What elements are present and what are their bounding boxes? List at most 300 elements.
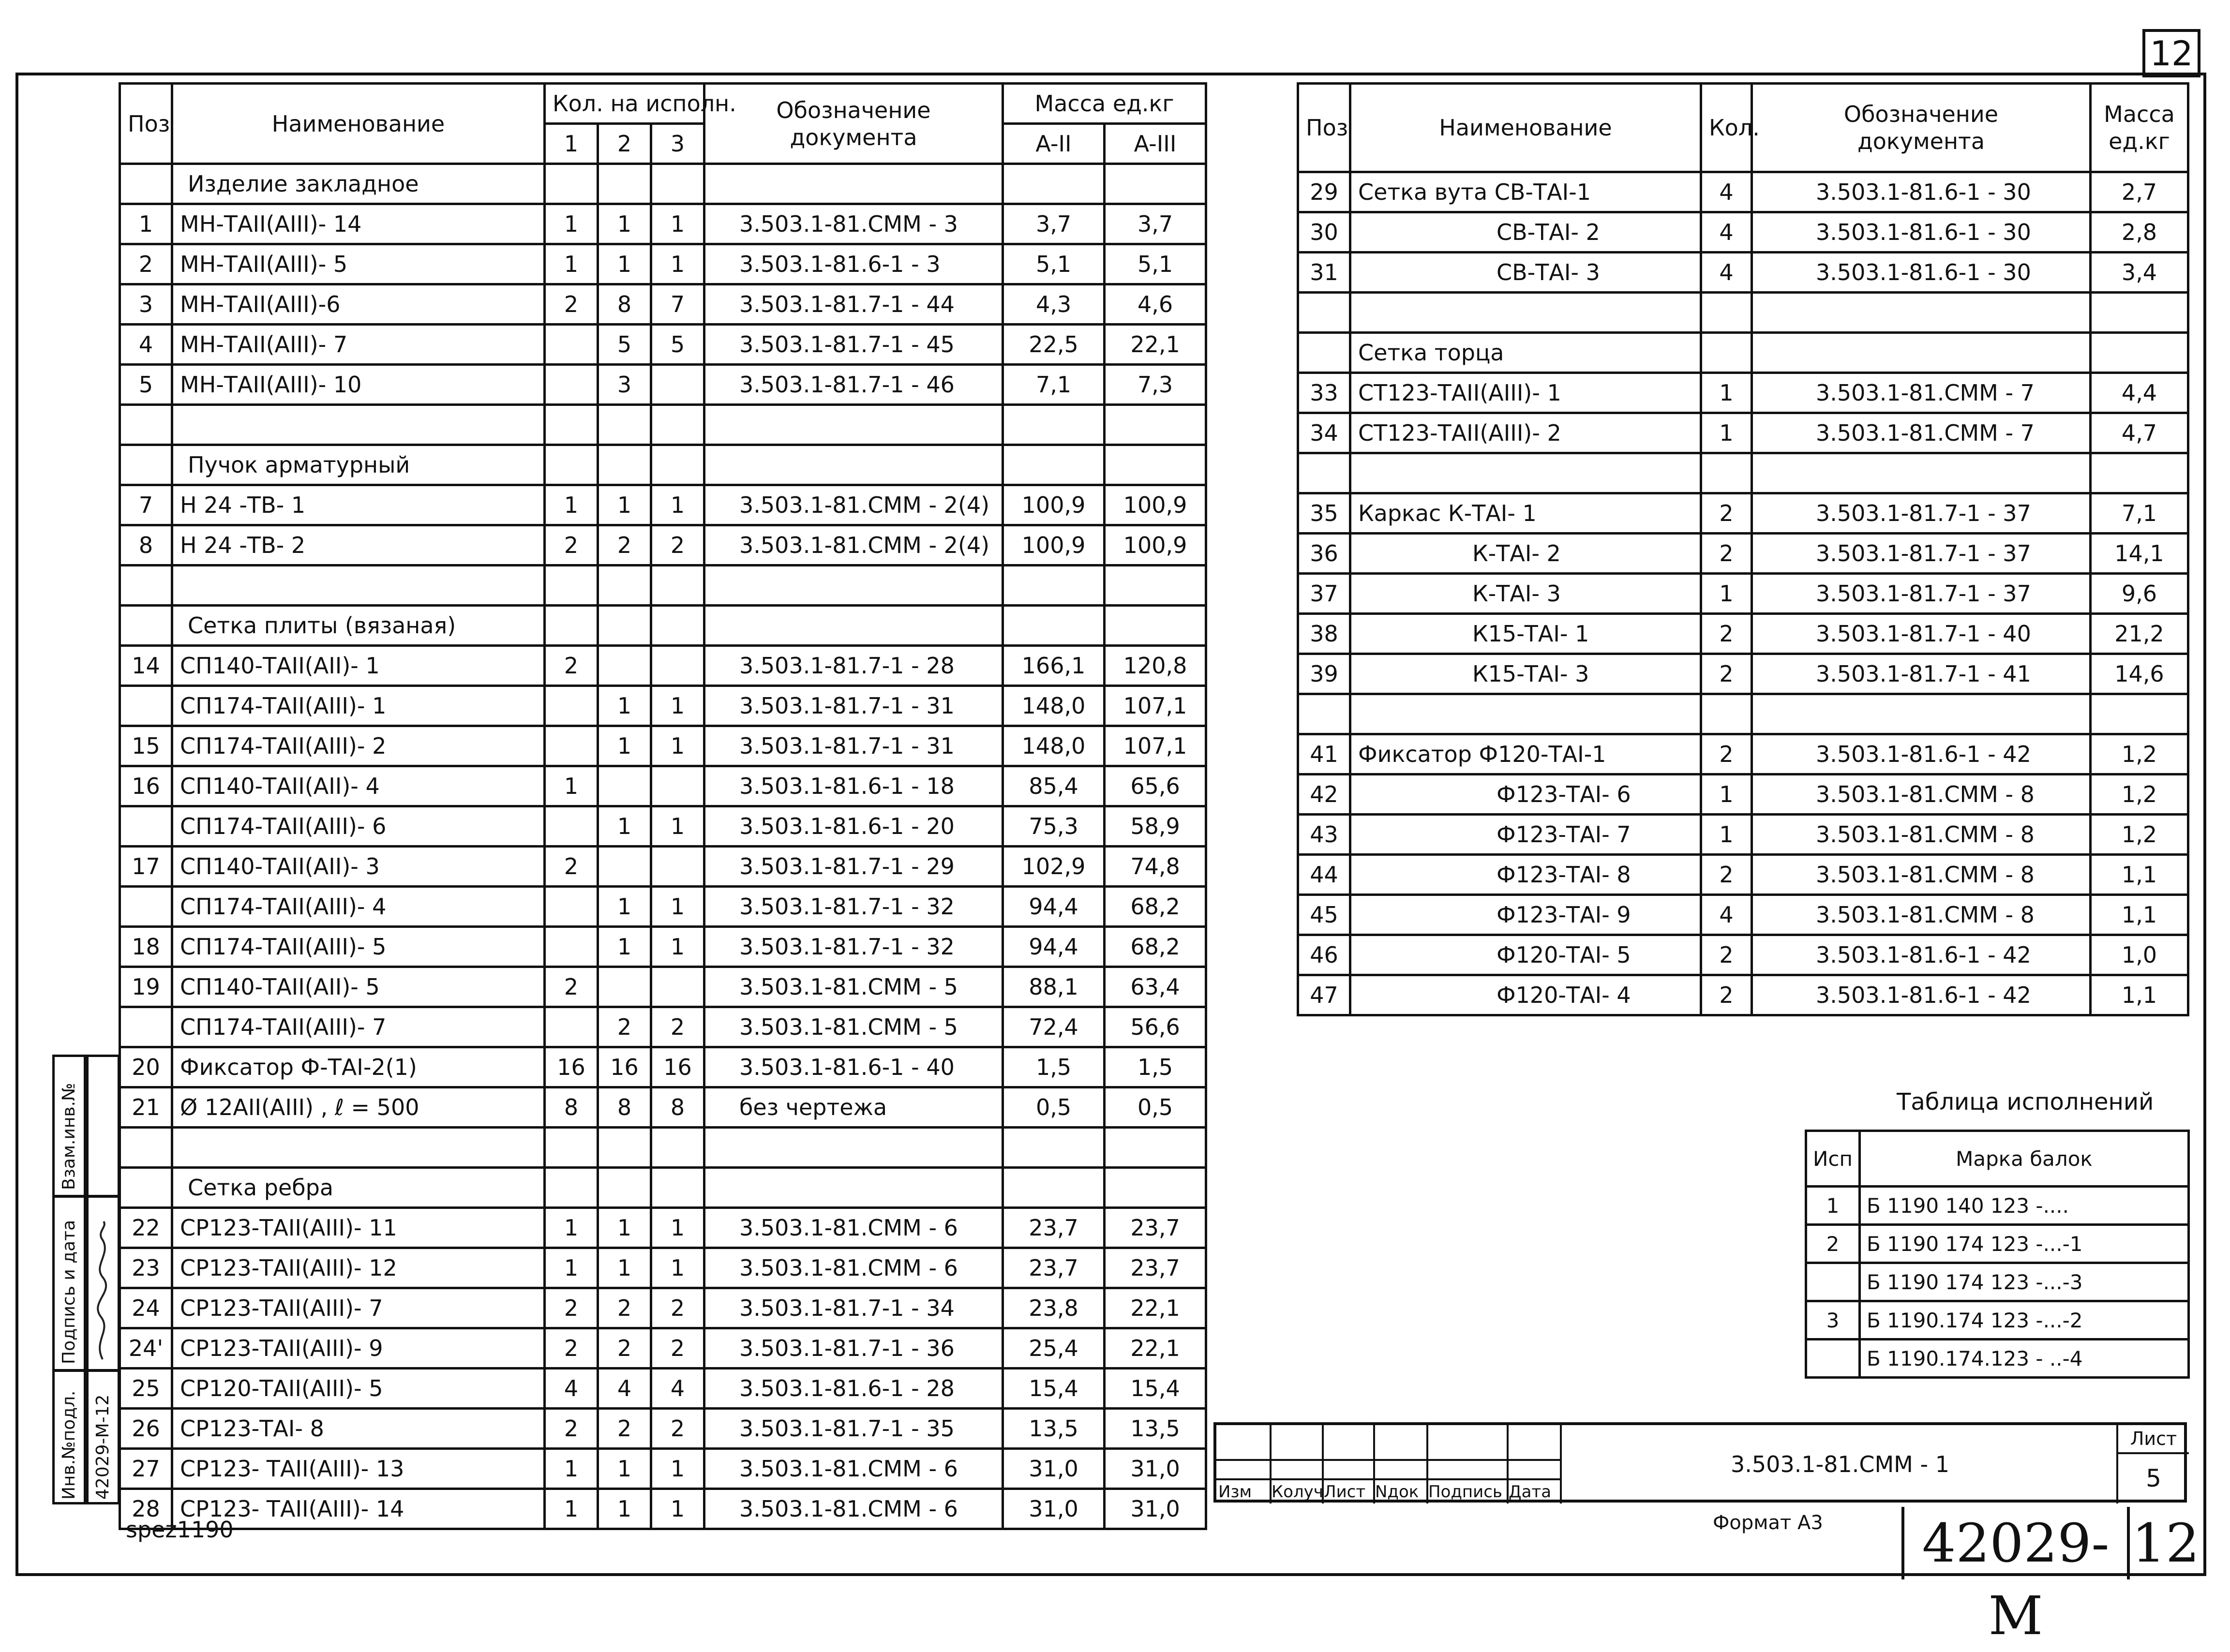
cell-a2: 102,9	[1003, 847, 1105, 887]
cell-q3	[651, 847, 704, 887]
cell-qty: 2	[1701, 614, 1752, 654]
cell-a2: 148,0	[1003, 686, 1105, 726]
table-row	[120, 1328, 1206, 1369]
cell-q3: 1	[651, 1489, 704, 1529]
cell-a2	[1003, 1128, 1105, 1168]
cell-doc: 3.503.1-81.6-1 - 28	[704, 1369, 1003, 1409]
cell-a3	[1105, 1128, 1206, 1168]
cell-a2	[1003, 445, 1105, 485]
table-row	[1298, 774, 2188, 815]
cell-q2: 1	[598, 686, 651, 726]
signature-scribble	[88, 1219, 118, 1364]
cell-qty: 1	[1701, 815, 1752, 855]
cell-mass	[2091, 293, 2188, 333]
table-row	[120, 1128, 1206, 1168]
cell-a3: 3,7	[1105, 204, 1206, 244]
cell-q3	[651, 967, 704, 1007]
exec-row	[1806, 1225, 2189, 1263]
table-row	[120, 485, 1206, 525]
cell-a2: 22,5	[1003, 325, 1105, 365]
cell-q1	[545, 1128, 598, 1168]
cell-q1	[545, 887, 598, 927]
cell-mass: 1,0	[2091, 935, 2188, 975]
cell-pos: 29	[1298, 172, 1350, 212]
table-row	[120, 1047, 1206, 1087]
cell-doc	[704, 1128, 1003, 1168]
table-row	[1298, 654, 2188, 694]
cell-mass: 1,1	[2091, 975, 2188, 1015]
cell-pos	[1298, 694, 1350, 734]
cell-doc: 3.503.1-81.7-1 - 29	[704, 847, 1003, 887]
cell-q1: 16	[545, 1047, 598, 1087]
cell-pos: 15	[120, 726, 172, 766]
cell-a3: 1,5	[1105, 1047, 1206, 1087]
cell-pos	[120, 686, 172, 726]
table-row	[120, 806, 1206, 847]
cell-doc: 3.503.1-81.СММ - 7	[1752, 413, 2091, 453]
cell-a2: 94,4	[1003, 927, 1105, 967]
cell-a3: 65,6	[1105, 766, 1206, 806]
cell-q1: 1	[545, 766, 598, 806]
cell-doc	[704, 1168, 1003, 1208]
exec-cell-isp: 1	[1806, 1187, 1860, 1225]
exec-cell-brand: Б 1190 140 123 -....	[1859, 1187, 2188, 1225]
cell-q1	[545, 325, 598, 365]
cell-doc: 3.503.1-81.СММ - 6	[704, 1208, 1003, 1248]
cell-name: Каркас К-ТАI- 1	[1350, 493, 1701, 534]
cell-a3: 23,7	[1105, 1248, 1206, 1288]
cell-pos: 35	[1298, 493, 1350, 534]
stamp-label: Лист	[1324, 1482, 1366, 1502]
cell-doc: 3.503.1-81.СММ - 5	[704, 967, 1003, 1007]
stamp-divider	[1216, 1459, 1560, 1461]
cell-q3: 1	[651, 887, 704, 927]
cell-pos	[120, 445, 172, 485]
cell-doc: 3.503.1-81.6-1 - 30	[1752, 172, 2091, 212]
cell-a2: 25,4	[1003, 1328, 1105, 1369]
cell-q2: 2	[598, 1007, 651, 1047]
table-row	[1298, 253, 2188, 293]
cell-q3: 1	[651, 204, 704, 244]
cell-a2: 1,5	[1003, 1047, 1105, 1087]
cell-q2: 1	[598, 1208, 651, 1248]
table-row	[1298, 333, 2188, 373]
cell-pos: 46	[1298, 935, 1350, 975]
cell-name: Ф123-ТАI- 8	[1350, 855, 1701, 895]
cell-q2: 8	[598, 1087, 651, 1128]
cell-name: СП140-ТАII(AII)- 1	[172, 646, 545, 686]
cell-name	[1350, 694, 1701, 734]
cell-pos: 24	[120, 1288, 172, 1328]
cell-doc: 3.503.1-81.7-1 - 35	[704, 1409, 1003, 1449]
cell-q3: 1	[651, 244, 704, 284]
table-row	[120, 1449, 1206, 1489]
cell-q1	[545, 1007, 598, 1047]
side-sign-date-label: Подпись и дата	[59, 1220, 79, 1364]
cell-doc: 3.503.1-81.СММ - 8	[1752, 815, 2091, 855]
cell-a3: 22,1	[1105, 325, 1206, 365]
cell-mass: 4,7	[2091, 413, 2188, 453]
cell-name: Пучок арматурный	[172, 445, 545, 485]
table-row	[1298, 694, 2188, 734]
cell-mass: 1,2	[2091, 734, 2188, 774]
cell-pos: 44	[1298, 855, 1350, 895]
cell-q1	[545, 1168, 598, 1208]
cell-a2: 88,1	[1003, 967, 1105, 1007]
table-row	[120, 365, 1206, 405]
table-row	[120, 1369, 1206, 1409]
cell-name: Ф120-ТАI- 4	[1350, 975, 1701, 1015]
cell-name: СП174-ТАII(AIII)- 5	[172, 927, 545, 967]
left-spec-table	[119, 82, 1207, 1530]
cell-qty: 2	[1701, 855, 1752, 895]
cell-mass: 1,1	[2091, 855, 2188, 895]
cell-a3: 23,7	[1105, 1208, 1206, 1248]
stamp-label: Подпись	[1428, 1482, 1502, 1502]
cell-name: СП174-ТАII(AIII)- 7	[172, 1007, 545, 1047]
table-row	[120, 1168, 1206, 1208]
stamp-divider	[1216, 1478, 1560, 1480]
cell-a2: 0,5	[1003, 1087, 1105, 1128]
cell-pos: 31	[1298, 253, 1350, 293]
exec-cell-isp: 3	[1806, 1301, 1860, 1339]
cell-a2: 5,1	[1003, 244, 1105, 284]
cell-pos: 45	[1298, 895, 1350, 935]
cell-q1: 2	[545, 1288, 598, 1328]
cell-qty	[1701, 333, 1752, 373]
cell-a3: 22,1	[1105, 1328, 1206, 1369]
cell-name: СП140-ТАII(AII)- 5	[172, 967, 545, 1007]
cell-mass: 3,4	[2091, 253, 2188, 293]
cell-name: Н 24 -ТВ- 2	[172, 525, 545, 566]
cell-a3: 7,3	[1105, 365, 1206, 405]
table-row	[1298, 734, 2188, 774]
cell-name: СР123-ТАII(AIII)- 12	[172, 1248, 545, 1288]
stamp-col	[1322, 1425, 1375, 1503]
cell-a2	[1003, 164, 1105, 204]
cell-doc: 3.503.1-81.6-1 - 30	[1752, 253, 2091, 293]
cell-a3: 5,1	[1105, 244, 1206, 284]
exec-table-title: Таблица исполнений	[1897, 1088, 2154, 1116]
cell-q2	[598, 646, 651, 686]
stamp-col	[1507, 1425, 1562, 1503]
cell-pos: 18	[120, 927, 172, 967]
table-row	[1298, 453, 2188, 493]
cell-mass: 14,1	[2091, 534, 2188, 574]
cell-name: СВ-ТАI- 3	[1350, 253, 1701, 293]
cell-qty: 2	[1701, 493, 1752, 534]
cell-q1: 2	[545, 1409, 598, 1449]
table-row	[120, 204, 1206, 244]
cell-q2: 2	[598, 1409, 651, 1449]
cell-pos: 39	[1298, 654, 1350, 694]
cell-q2	[598, 164, 651, 204]
table-row	[120, 927, 1206, 967]
exec-cell-isp	[1806, 1339, 1860, 1378]
cell-q3: 1	[651, 726, 704, 766]
cell-q3: 8	[651, 1087, 704, 1128]
cell-q2: 1	[598, 1449, 651, 1489]
table-row	[1298, 493, 2188, 534]
cell-doc: 3.503.1-81.СММ - 7	[1752, 373, 2091, 413]
cell-pos: 25	[120, 1369, 172, 1409]
cell-pos: 41	[1298, 734, 1350, 774]
cell-q1	[545, 606, 598, 646]
table-row	[120, 686, 1206, 726]
cell-name: СР120-ТАII(AIII)- 5	[172, 1369, 545, 1409]
cell-doc: 3.503.1-81.СММ - 3	[704, 204, 1003, 244]
cell-a2: 72,4	[1003, 1007, 1105, 1047]
cell-qty: 2	[1701, 935, 1752, 975]
header-qty: Кол. на исполн.	[545, 84, 704, 124]
cell-q2: 1	[598, 806, 651, 847]
cell-pos	[120, 405, 172, 445]
cell-a3: 4,6	[1105, 284, 1206, 325]
cell-name: Ф123-ТАI- 6	[1350, 774, 1701, 815]
cell-a2: 31,0	[1003, 1449, 1105, 1489]
cell-a3: 15,4	[1105, 1369, 1206, 1409]
table-row	[120, 1208, 1206, 1248]
cell-q2: 1	[598, 927, 651, 967]
cell-q3	[651, 365, 704, 405]
header-q3: 3	[651, 124, 704, 164]
cell-q2: 1	[598, 204, 651, 244]
cell-name	[172, 566, 545, 606]
table-row	[120, 726, 1206, 766]
cell-doc: 3.503.1-81.СММ - 6	[704, 1449, 1003, 1489]
cell-pos: 3	[120, 284, 172, 325]
cell-pos: 36	[1298, 534, 1350, 574]
table-row	[1298, 172, 2188, 212]
cell-pos: 34	[1298, 413, 1350, 453]
header-name: Наименование	[172, 84, 545, 164]
cell-q3: 4	[651, 1369, 704, 1409]
cell-q2: 8	[598, 284, 651, 325]
cell-pos	[120, 1128, 172, 1168]
cell-a3: 56,6	[1105, 1007, 1206, 1047]
stamp-col	[1270, 1425, 1324, 1503]
cell-name: МН-ТАII(AIII)- 14	[172, 204, 545, 244]
cell-name: Н 24 -ТВ- 1	[172, 485, 545, 525]
cell-pos: 19	[120, 967, 172, 1007]
stamp-label: Колуч	[1272, 1482, 1323, 1502]
cell-a3: 58,9	[1105, 806, 1206, 847]
cell-name: Фиксатор Ф-ТАI-2(1)	[172, 1047, 545, 1087]
side-inv-original-label: Инв.№подл.	[59, 1390, 79, 1500]
stamp-col	[1216, 1425, 1272, 1503]
cell-doc: 3.503.1-81.7-1 - 45	[704, 325, 1003, 365]
cell-q2	[598, 405, 651, 445]
cell-name: К-ТАI- 2	[1350, 534, 1701, 574]
cell-q1: 2	[545, 646, 598, 686]
project-sheet: 12	[2132, 1512, 2200, 1574]
exec-cell-brand: Б 1190 174 123 -...-1	[1859, 1225, 2188, 1263]
cell-q3	[651, 646, 704, 686]
cell-q1	[545, 806, 598, 847]
cell-q2	[598, 1128, 651, 1168]
cell-q3	[651, 606, 704, 646]
cell-qty: 4	[1701, 895, 1752, 935]
table-row	[1298, 855, 2188, 895]
cell-q3: 1	[651, 485, 704, 525]
side-stamp	[52, 1055, 120, 1504]
cell-q2: 2	[598, 1328, 651, 1369]
cell-a3: 74,8	[1105, 847, 1206, 887]
side-inv-original-value: 42029-М-12	[93, 1394, 113, 1500]
table-row	[1298, 413, 2188, 453]
table-row	[120, 1489, 1206, 1529]
cell-name: СР123-ТАII(AIII)- 11	[172, 1208, 545, 1248]
table-row	[1298, 293, 2188, 333]
exec-row	[1806, 1339, 2189, 1378]
cell-a2: 85,4	[1003, 766, 1105, 806]
cell-mass	[2091, 333, 2188, 373]
cell-a2: 166,1	[1003, 646, 1105, 686]
table-row	[120, 284, 1206, 325]
format-label: Формат А3	[1713, 1512, 1823, 1534]
cell-doc: 3.503.1-81.6-1 - 40	[704, 1047, 1003, 1087]
stamp-col	[1426, 1425, 1509, 1503]
cell-q1: 2	[545, 525, 598, 566]
exec-cell-isp: 2	[1806, 1225, 1860, 1263]
exec-header-isp: Исп	[1806, 1131, 1860, 1187]
cell-doc: 3.503.1-81.7-1 - 34	[704, 1288, 1003, 1328]
cell-q1	[545, 164, 598, 204]
cell-q2: 1	[598, 887, 651, 927]
cell-pos	[120, 887, 172, 927]
table-row	[120, 606, 1206, 646]
cell-doc: 3.503.1-81.СММ - 8	[1752, 895, 2091, 935]
cell-mass: 21,2	[2091, 614, 2188, 654]
cell-a3: 31,0	[1105, 1489, 1206, 1529]
cell-pos: 43	[1298, 815, 1350, 855]
cell-pos: 5	[120, 365, 172, 405]
cell-name: Фиксатор Ф120-ТАI-1	[1350, 734, 1701, 774]
header-a3: A-III	[1105, 124, 1206, 164]
cell-q2	[598, 566, 651, 606]
cell-doc	[1752, 333, 2091, 373]
cell-q2: 5	[598, 325, 651, 365]
cell-name: СП174-ТАII(AIII)- 2	[172, 726, 545, 766]
cell-q3	[651, 1128, 704, 1168]
cell-mass	[2091, 453, 2188, 493]
header-qty: Кол.	[1701, 84, 1752, 172]
exec-header-brand: Марка балок	[1859, 1131, 2188, 1187]
table-row	[120, 1409, 1206, 1449]
cell-a2: 23,7	[1003, 1248, 1105, 1288]
cell-a2: 15,4	[1003, 1369, 1105, 1409]
cell-q2: 4	[598, 1369, 651, 1409]
cell-mass: 1,2	[2091, 774, 2188, 815]
table-row	[1298, 373, 2188, 413]
cell-name: Сетка вута СВ-ТАI-1	[1350, 172, 1701, 212]
stamp-col	[1373, 1425, 1428, 1503]
cell-pos: 30	[1298, 212, 1350, 253]
table-row	[120, 244, 1206, 284]
title-block	[1213, 1422, 2187, 1503]
table-row	[120, 766, 1206, 806]
table-row	[1298, 574, 2188, 614]
cell-mass: 2,8	[2091, 212, 2188, 253]
cell-doc: 3.503.1-81.6-1 - 3	[704, 244, 1003, 284]
table-row	[120, 566, 1206, 606]
cell-doc	[704, 164, 1003, 204]
cell-doc: 3.503.1-81.7-1 - 32	[704, 887, 1003, 927]
table-row	[120, 887, 1206, 927]
cell-q1	[545, 686, 598, 726]
cell-qty: 2	[1701, 534, 1752, 574]
cell-a3	[1105, 566, 1206, 606]
cell-a2: 4,3	[1003, 284, 1105, 325]
cell-name: Сетка ребра	[172, 1168, 545, 1208]
cell-pos: 16	[120, 766, 172, 806]
cell-a2: 148,0	[1003, 726, 1105, 766]
cell-a2: 7,1	[1003, 365, 1105, 405]
cell-q3: 1	[651, 1208, 704, 1248]
cell-a2: 31,0	[1003, 1489, 1105, 1529]
exec-cell-brand: Б 1190.174.123 - ..-4	[1859, 1339, 2188, 1378]
cell-q3: 2	[651, 1328, 704, 1369]
cell-pos: 38	[1298, 614, 1350, 654]
cell-doc: 3.503.1-81.6-1 - 20	[704, 806, 1003, 847]
cell-name: Ф123-ТАI- 7	[1350, 815, 1701, 855]
cell-qty: 2	[1701, 734, 1752, 774]
cell-a3: 100,9	[1105, 525, 1206, 566]
cell-q2: 1	[598, 1489, 651, 1529]
cell-name	[1350, 293, 1701, 333]
cell-a3: 31,0	[1105, 1449, 1206, 1489]
table-row	[1298, 614, 2188, 654]
cell-a3: 120,8	[1105, 646, 1206, 686]
cell-doc: 3.503.1-81.СММ - 8	[1752, 855, 2091, 895]
side-divider	[52, 1195, 120, 1198]
cell-q3	[651, 445, 704, 485]
table-row	[120, 164, 1206, 204]
cell-a2: 13,5	[1003, 1409, 1105, 1449]
cell-a3: 107,1	[1105, 686, 1206, 726]
cell-q3	[651, 1168, 704, 1208]
cell-name: Изделие закладное	[172, 164, 545, 204]
cell-pos: 14	[120, 646, 172, 686]
cell-a2	[1003, 405, 1105, 445]
table-row	[120, 1087, 1206, 1128]
cell-q2: 1	[598, 485, 651, 525]
cell-pos: 42	[1298, 774, 1350, 815]
cell-qty: 1	[1701, 774, 1752, 815]
cell-name: СР123-ТАII(AIII)- 9	[172, 1328, 545, 1369]
cell-q2: 2	[598, 525, 651, 566]
side-inv-substitute-label: Взам.инв.№	[59, 1083, 79, 1190]
table-row	[120, 405, 1206, 445]
cell-qty	[1701, 694, 1752, 734]
cell-doc: 3.503.1-81.СММ - 6	[704, 1489, 1003, 1529]
cell-doc: 3.503.1-81.СММ - 8	[1752, 774, 2091, 815]
cell-pos: 47	[1298, 975, 1350, 1015]
cell-mass: 2,7	[2091, 172, 2188, 212]
cell-qty	[1701, 453, 1752, 493]
cell-pos: 1	[120, 204, 172, 244]
cell-a2: 100,9	[1003, 485, 1105, 525]
cell-doc: 3.503.1-81.СММ - 2(4)	[704, 525, 1003, 566]
cell-name: МН-ТАII(AIII)- 7	[172, 325, 545, 365]
cell-doc: 3.503.1-81.7-1 - 36	[704, 1328, 1003, 1369]
cell-q1	[545, 365, 598, 405]
cell-a2: 75,3	[1003, 806, 1105, 847]
cell-q1: 2	[545, 847, 598, 887]
cell-name: СП140-ТАII(AII)- 3	[172, 847, 545, 887]
header-a2: A-II	[1003, 124, 1105, 164]
exec-cell-isp	[1806, 1263, 1860, 1301]
